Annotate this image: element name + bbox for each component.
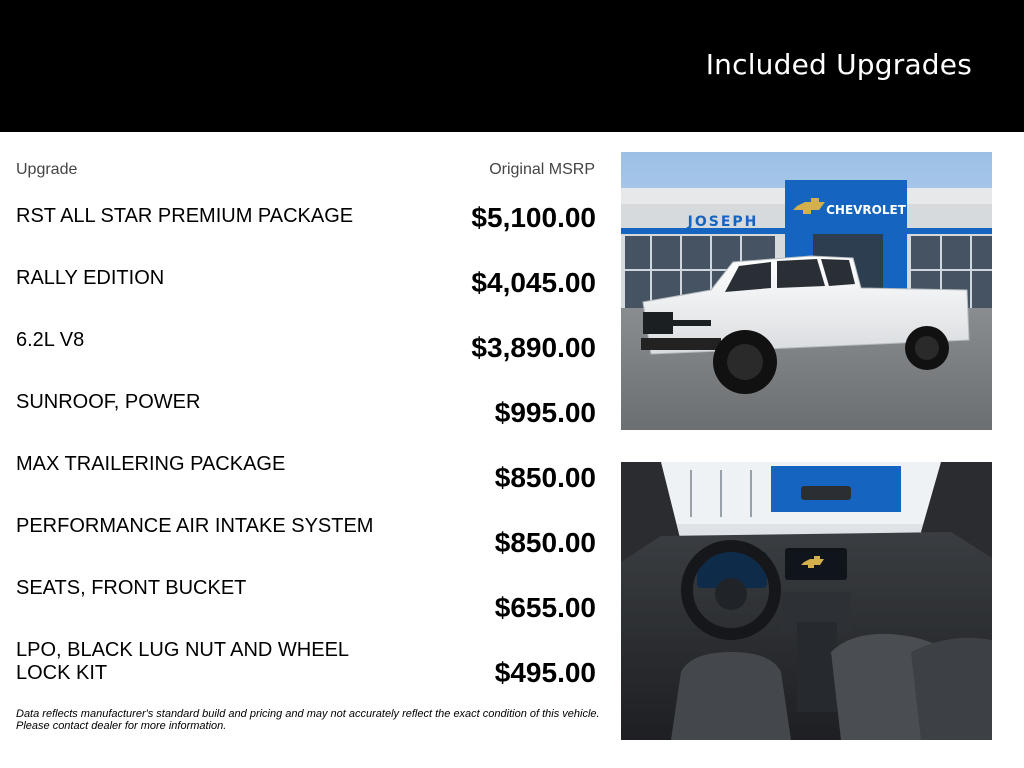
dealer-sign: JOSEPH (687, 214, 759, 230)
page-title: Included Upgrades (705, 48, 972, 81)
msrp-column-header: Original MSRP (489, 161, 595, 178)
upgrade-name: RALLY EDITION (16, 267, 165, 289)
upgrade-price: $3,890.00 (471, 332, 596, 363)
disclaimer-line: Please contact dealer for more information. (16, 720, 227, 732)
upgrade-row (16, 202, 596, 267)
upgrade-row (16, 329, 596, 391)
upgrade-price: $995.00 (494, 397, 596, 428)
interior-photo-illustration (621, 462, 992, 740)
upgrade-name: SUNROOF, POWER (16, 391, 201, 413)
upgrade-row (16, 391, 596, 453)
upgrade-price: $5,100.00 (471, 202, 596, 233)
brand-sign: CHEVROLET (826, 203, 906, 217)
upgrade-row (16, 453, 596, 515)
upgrade-row (16, 577, 596, 639)
interior-photo (621, 462, 992, 740)
upgrade-name: 6.2L V8 (16, 329, 85, 351)
exterior-photo-illustration (621, 152, 992, 430)
upgrade-row (16, 515, 596, 577)
upgrade-price: $4,045.00 (471, 267, 596, 298)
upgrade-name: LPO, BLACK LUG NUT AND WHEEL LOCK KIT (16, 639, 349, 684)
upgrade-price: $850.00 (494, 527, 596, 558)
upgrade-price: $850.00 (494, 462, 596, 493)
upgrade-price: $655.00 (494, 592, 596, 623)
upgrade-column-header: Upgrade (16, 161, 78, 178)
header-bar (0, 0, 1024, 132)
disclaimer-line: Data reflects manufacturer's standard build and pricing and may not accurately reflect the exact condition of this vehicle. (16, 708, 600, 720)
upgrade-name: PERFORMANCE AIR INTAKE SYSTEM (16, 515, 374, 537)
exterior-photo (621, 152, 992, 430)
upgrade-row (16, 267, 596, 329)
upgrade-price: $495.00 (494, 657, 596, 688)
disclaimer (16, 708, 606, 732)
upgrade-name: SEATS, FRONT BUCKET (16, 577, 247, 599)
upgrade-name: MAX TRAILERING PACKAGE (16, 453, 286, 475)
upgrade-name: RST ALL STAR PREMIUM PACKAGE (16, 205, 354, 227)
upgrade-row (16, 639, 596, 701)
